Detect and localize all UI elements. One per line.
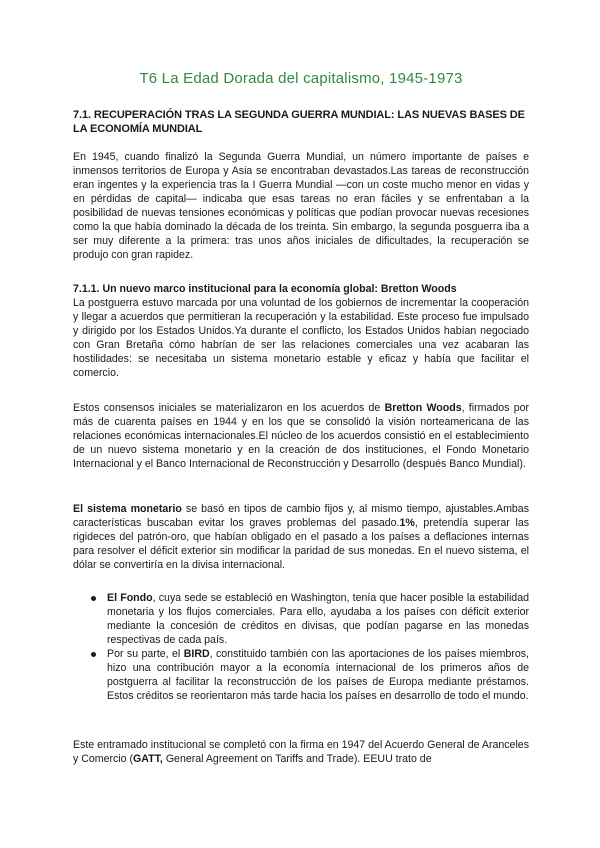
p3-bold: Bretton Woods [384,402,462,414]
bullet-text: , constituido también con las aportaciones de los países miembros, hizo una contribución mayor a la economía internacional de los primeros años de postguerra al facilitar la reconstrucción de los países de Europa mediante préstamos. Estos créditos se reorientaron más tarde hacia los países en desarrollo de todo el mundo. [107,648,529,702]
paragraph-intro: En 1945, cuando finalizó la Segunda Guerra Mundial, un número importante de países e inmensos territorios de Europa y Asia se encontraban devastados.Las tareas de reconstrucción eran ingentes y la experiencia tras la I Guerra Mundial —con un coste mucho menor en vidas y en pérdidas de capital— indicaba que esas tareas no eran fáciles y se enfrentaban a la posibilidad de nuevas tensiones económicas y políticas que podían provocar nuevas recesiones como la que había dominado la década de los treinta. Sin embargo, la segunda posguerra iba a ser muy diferente a la primera: tras unos años iniciales de dificultades, la recuperación se produjo con gran rapidez. [73,151,529,261]
p3-text-a: Estos consensos iniciales se materializaron en los acuerdos de [73,402,385,414]
p5-text-b: General Agreement on Tariffs and Trade). EEUU trato de [162,753,432,765]
p5-bold: GATT, [133,753,163,765]
p3-text-b: , firmados por más de cuarenta países en 1944 y en los que se consolidó la visión norteamericana de las relaciones económicas internacionales.El núcleo de los acuerdos consistió en el establecimiento de un nuevo sistema monetario y en la creación de dos instituciones, el Fondo Monetario Internacional y el Banco Internacional de Reconstrucción y Desarrollo (después Banco Mundial). [73,402,530,470]
list-item-fondo [73,591,529,647]
bullet-pre: Por su parte, el [107,648,184,660]
p4-text-a: se basó en tipos de cambio fijos y, al mismo tiempo, ajustables.Ambas características buscaban evitar los graves problemas del pasado. [73,503,529,529]
section-heading: 7.1. RECUPERACIÓN TRAS LA SEGUNDA GUERRA MUNDIAL: LAS NUEVAS BASES DE LA ECONOMÍA MUNDIAL [73,109,525,135]
institutions-list [73,591,529,703]
bullet-icon [91,596,96,601]
bullet-icon [91,652,96,657]
bullet-text: , cuya sede se estableció en Washington, tenía que hacer posible la estabilidad monetaria y los flujos comerciales. Para ello, ayudaba a los países con déficit exterior mediante la concesión de créditos en divisas, que podían pagarse en las monedas respectivas de cada país. [107,592,529,646]
p4-text-b: , pretendía superar las rigideces del patrón-oro, que habían obligado en el pasado a los países a deflaciones internas para resolver el déficit exterior sin modificar la paridad de sus monedas. En el nuevo sistema, el dólar se convertiría en la divisa internacional. [73,517,530,571]
paragraph-gatt [73,738,529,766]
bullet-bold: El Fondo [107,592,153,604]
p4-bold-2: 1% [399,517,415,529]
bullet-bold: BIRD [183,648,210,660]
paragraph-monetary-system [73,502,529,572]
p5-text-a: Este entramado institucional se completó con la firma en 1947 del Acuerdo General de Aranceles y Comercio ( [73,739,529,765]
paragraph-postwar: La postguerra estuvo marcada por una voluntad de los gobiernos de incrementar la cooperación y llegar a acuerdos que permitieran la recuperación y la estabilidad. Este proceso fue impulsado y dirigido por los Estados Unidos.Ya durante el conflicto, los Estados Unidos habían negociado con Gran Bretaña cómo habrían de ser las relaciones comerciales una vez acabaran las hostilidades: se necesitaba un sistema monetario estable y eficaz y había que facilitar el comercio. [73,297,529,379]
paragraph-bretton-woods [73,401,529,471]
list-item-bird [73,647,529,703]
p4-bold-1: El sistema monetario [73,503,182,515]
document-title: T6 La Edad Dorada del capitalismo, 1945-1973 [139,70,463,87]
subsection-heading: 7.1.1. Un nuevo marco institucional para la economía global: Bretton Woods [73,283,457,295]
